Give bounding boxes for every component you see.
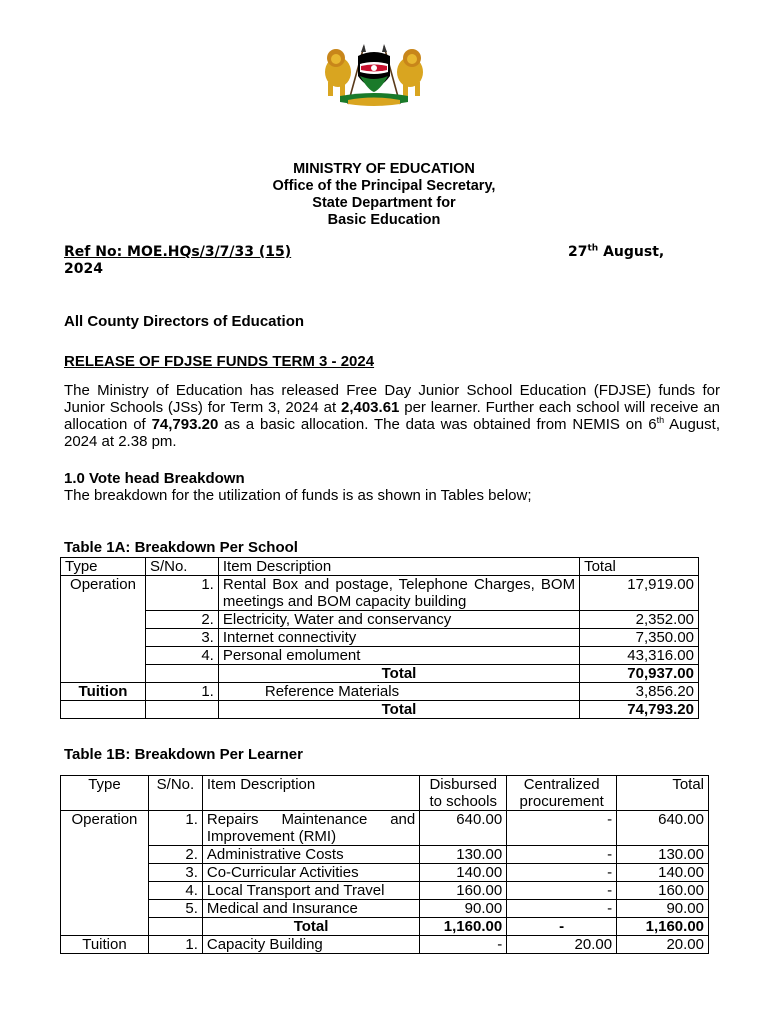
total-cell: 3,856.20 — [580, 683, 699, 701]
table-header-cell: Type — [61, 776, 149, 811]
desc-cell: Local Transport and Travel — [202, 882, 419, 900]
desc-cell: Internet connectivity — [218, 629, 579, 647]
central-cell: - — [507, 882, 617, 900]
table-header-cell: Item Description — [202, 776, 419, 811]
table-row — [61, 811, 709, 846]
type-cell: Operation — [61, 811, 149, 936]
department-name: State Department for — [312, 195, 456, 211]
desc-cell: Reference Materials — [218, 683, 579, 701]
total-cell: 130.00 — [617, 846, 709, 864]
table-header-row — [61, 776, 709, 811]
sno-cell: 1. — [145, 683, 218, 701]
table-row — [61, 665, 699, 683]
addressee: All County Directors of Education — [64, 313, 305, 330]
table-header-cell: Item Description — [218, 558, 579, 576]
sno-cell: 2. — [145, 611, 218, 629]
table-row — [61, 918, 709, 936]
total-cell: 640.00 — [617, 811, 709, 846]
coat-of-arms-icon — [318, 42, 430, 108]
total-cell: 20.00 — [617, 936, 709, 954]
table-row — [61, 683, 699, 701]
table-header-cell: Type — [61, 558, 146, 576]
sno-cell — [148, 918, 202, 936]
disbursed-cell: - — [420, 936, 507, 954]
sno-cell: 3. — [148, 864, 202, 882]
table1b-caption: Table 1B: Breakdown Per Learner — [64, 746, 303, 763]
subtotal-value: 70,937.00 — [580, 665, 699, 683]
intro-paragraph: The Ministry of Education has released Free Day Junior School Education (FDJSE) funds for Junior Schools (JSs) for Term 3, 2024 at 2,403.61 per learner. Further each school will receive an allocation of 74,793.20 as a basic allocation. The data was obtained from NEMIS on 6th August, 2024 at 2.38 pm. — [64, 382, 720, 450]
desc-cell: Administrative Costs — [202, 846, 419, 864]
subtotal-label: Total — [218, 665, 579, 683]
table-row — [61, 936, 709, 954]
central-cell: - — [507, 864, 617, 882]
department-subtitle: Basic Education — [327, 212, 441, 228]
sno-cell: 1. — [148, 811, 202, 846]
disbursed-cell: 140.00 — [420, 864, 507, 882]
sno-cell: 4. — [148, 882, 202, 900]
sno-cell: 4. — [145, 647, 218, 665]
table-row — [61, 864, 709, 882]
central-cell: - — [507, 900, 617, 918]
total-cell: 160.00 — [617, 882, 709, 900]
type-cell: Tuition — [61, 683, 146, 701]
desc-cell: Capacity Building — [202, 936, 419, 954]
disbursed-cell: 160.00 — [420, 882, 507, 900]
subtotal-value: 1,160.00 — [617, 918, 709, 936]
sno-cell — [145, 665, 218, 683]
table-row — [61, 629, 699, 647]
letter-date: 27th August, — [568, 243, 665, 260]
table-header-cell: S/No. — [148, 776, 202, 811]
sno-cell: 5. — [148, 900, 202, 918]
desc-cell: Repairs Maintenance and Improvement (RMI) — [202, 811, 419, 846]
total-cell: 43,316.00 — [580, 647, 699, 665]
total-cell: 140.00 — [617, 864, 709, 882]
disbursed-cell: 640.00 — [420, 811, 507, 846]
section-heading: 1.0 Vote head Breakdown — [64, 470, 245, 487]
table-header-cell: Centralized procurement — [507, 776, 617, 811]
table-header-cell: Total — [617, 776, 709, 811]
disbursed-cell: 130.00 — [420, 846, 507, 864]
table-row — [61, 882, 709, 900]
total-cell: 90.00 — [617, 900, 709, 918]
subject-line: RELEASE OF FDJSE FUNDS TERM 3 - 2024 — [64, 353, 375, 370]
type-cell: Tuition — [61, 936, 149, 954]
table-row — [61, 611, 699, 629]
type-cell — [61, 701, 146, 719]
reference-number: Ref No: MOE.HQs/3/7/33 (15) — [64, 244, 292, 260]
central-cell: 20.00 — [507, 936, 617, 954]
subtotal-disbursed: 1,160.00 — [420, 918, 507, 936]
disbursed-cell: 90.00 — [420, 900, 507, 918]
sno-cell: 1. — [145, 576, 218, 611]
desc-cell: Medical and Insurance — [202, 900, 419, 918]
grand-total-label: Total — [218, 701, 579, 719]
table-header-cell: Disbursed to schools — [420, 776, 507, 811]
table-row — [61, 846, 709, 864]
table-header-row — [61, 558, 699, 576]
table1b — [60, 775, 709, 954]
subtotal-label: Total — [202, 918, 419, 936]
desc-cell: Electricity, Water and conservancy — [218, 611, 579, 629]
grand-total-value: 74,793.20 — [580, 701, 699, 719]
table-row — [61, 900, 709, 918]
central-cell: - — [507, 846, 617, 864]
ministry-name: MINISTRY OF EDUCATION — [293, 161, 475, 177]
sno-cell — [145, 701, 218, 719]
table1a — [60, 557, 699, 719]
total-cell: 17,919.00 — [580, 576, 699, 611]
table-row — [61, 576, 699, 611]
sno-cell: 1. — [148, 936, 202, 954]
table-header-cell: Total — [580, 558, 699, 576]
table1a-caption: Table 1A: Breakdown Per School — [64, 539, 298, 556]
reference-line — [64, 243, 704, 277]
desc-cell: Rental Box and postage, Telephone Charges, BOM meetings and BOM capacity building — [218, 576, 579, 611]
total-cell: 7,350.00 — [580, 629, 699, 647]
subtotal-central: - — [507, 918, 617, 936]
desc-cell: Personal emolument — [218, 647, 579, 665]
table-header-cell: S/No. — [145, 558, 218, 576]
table-row — [61, 701, 699, 719]
sno-cell: 2. — [148, 846, 202, 864]
central-cell: - — [507, 811, 617, 846]
desc-cell: Co-Curricular Activities — [202, 864, 419, 882]
letter-year: 2024 — [64, 261, 103, 277]
section-text: The breakdown for the utilization of funds is as shown in Tables below; — [64, 487, 532, 504]
total-cell: 2,352.00 — [580, 611, 699, 629]
office-name: Office of the Principal Secretary, — [272, 178, 496, 194]
type-cell: Operation — [61, 576, 146, 683]
table-row — [61, 647, 699, 665]
sno-cell: 3. — [145, 629, 218, 647]
